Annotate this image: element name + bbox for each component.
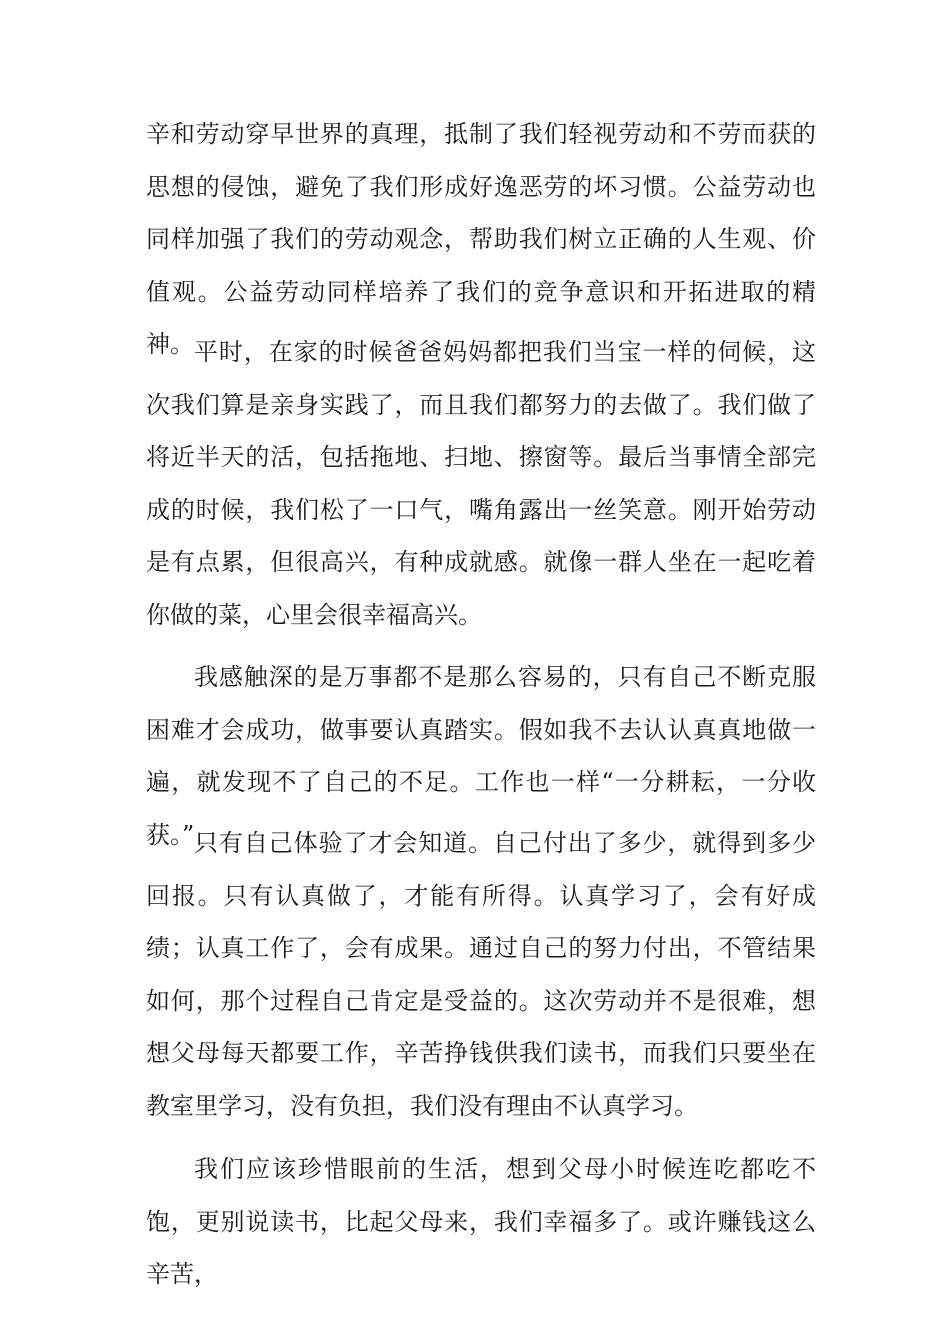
- paragraph-5: 我们应该珍惜眼前的生活，想到父母小时候连吃都吃不饱，更别说读书，比起父母来，我们幸福多了。或许赚钱这么辛苦，: [146, 1155, 816, 1288]
- paragraph-2: 平时，在家的时候爸爸妈妈都把我们当宝一样的伺候，这次我们算是亲身实践了，而且我们都努力的去做了。我们做了将近半天的活，包括拖地、扫地、擦窗等。最后当事情全部完成的时候，我们松了一口气，嘴角露出一丝笑意。刚开始劳动是有点累，但很高兴，有种成就感。就像一群人坐在一起吃着你做的菜，心里会很幸福高兴。: [146, 338, 816, 629]
- paragraph-3: 我感触深的是万事都不是那么容易的，只有自己不断克服困难才会成功，做事要认真踏实。假如我不去认认真真地做一遍，就发现不了自己的不足。工作也一样“一分耕耘，一分收获。”: [146, 663, 816, 849]
- paragraph-4: 只有自己体验了才会知道。自己付出了多少，就得到多少回报。只有认真做了，才能有所得。认真学习了，会有好成绩；认真工作了，会有成果。通过自己的努力付出，不管结果如何，那个过程自己肯定是受益的。这次劳动并不是很难，想想父母每天都要工作，辛苦挣钱供我们读书，而我们只要坐在教室里学习，没有负担，我们没有理由不认真学习。: [146, 829, 816, 1120]
- paragraph-1: 辛和劳动穿早世界的真理，抵制了我们轻视劳动和不劳而获的思想的侵蚀，避免了我们形成好逸恶劳的坏习惯。公益劳动也同样加强了我们的劳动观念，帮助我们树立正确的人生观、价值观。公益劳动同样培养了我们的竞争意识和开拓进取的精神。: [146, 120, 816, 358]
